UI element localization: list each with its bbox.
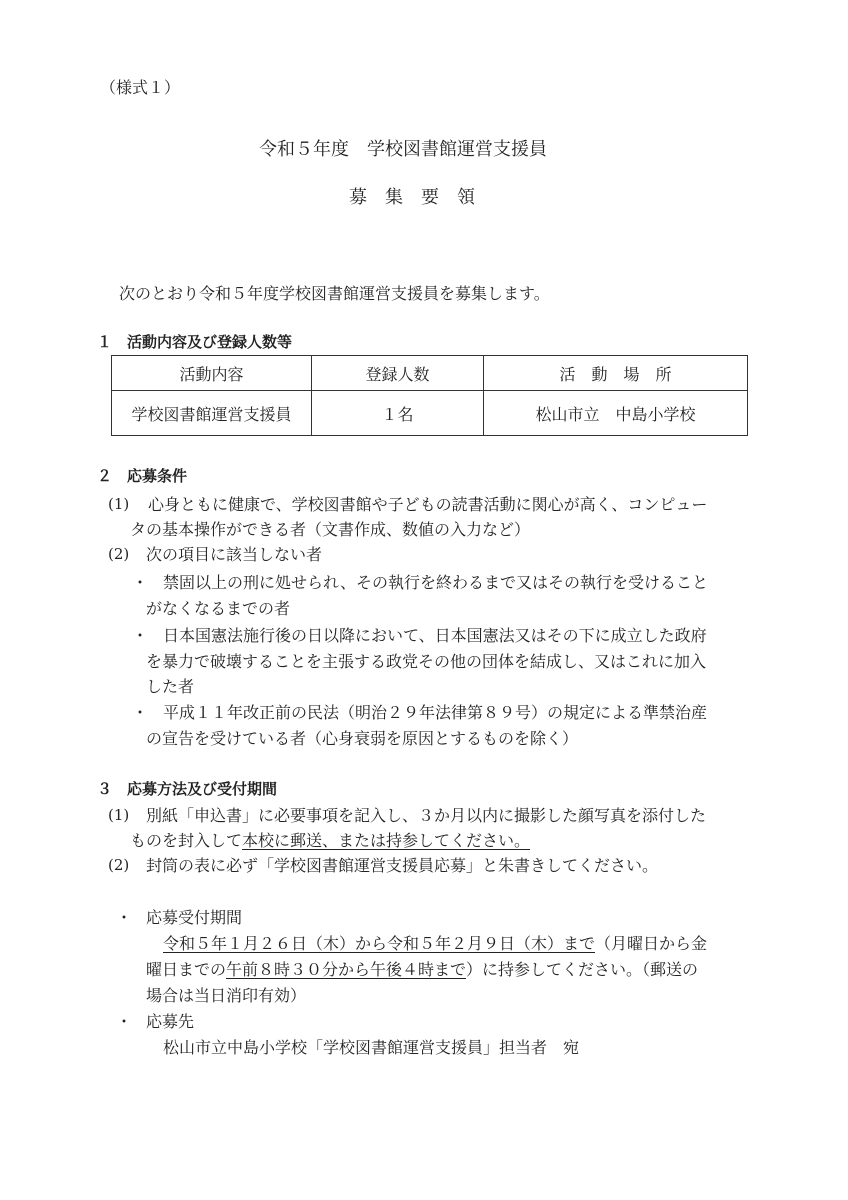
section2-bullet1-line1: 禁固以上の刑に処せられ、その執行を終わるまで又はその執行を受けること: [163, 573, 708, 592]
destination-label: 応募先: [146, 1012, 195, 1031]
period-dates-underlined: 令和５年１月２６日（木）から令和５年２月９日（木）まで: [163, 934, 596, 953]
table-row: [112, 391, 748, 436]
destination-text: 松山市立中島小学校「学校図書館運営支援員」担当者 宛: [163, 1038, 580, 1057]
bullet-icon: ・: [116, 908, 133, 927]
period-line1: [163, 936, 707, 952]
document-subtitle: 募 集 要 領: [349, 187, 475, 208]
section3-item1-number: (1): [108, 806, 130, 824]
section3-item2-number: (2): [108, 856, 130, 874]
table-header-location: 活 動 場 所: [484, 356, 748, 391]
section2-bullet2-line3: した者: [146, 677, 195, 696]
section3-heading: ３ 応募方法及び受付期間: [97, 780, 278, 798]
section2-bullet1-line2: がなくなるまでの者: [146, 599, 291, 618]
period-line2-start: 曜日までの: [146, 960, 227, 979]
bullet-icon: ・: [132, 573, 149, 592]
bullet-icon: ・: [116, 1012, 133, 1031]
section3-item1-line2: [130, 833, 530, 849]
section3-item1-line2-underlined: 本校に郵送、または持参してください。: [242, 831, 531, 850]
section2-item1-number: (1): [108, 495, 130, 513]
section2-bullet2-line1: 日本国憲法施行後の日以降において、日本国憲法又はその下に成立した政府: [163, 626, 707, 645]
intro-text: 次のとおり令和５年度学校図書館運営支援員を募集します。: [119, 284, 550, 303]
section2-item2-text: 次の項目に該当しない者: [146, 545, 323, 564]
section2-item1-line1: 心身ともに健康で、学校図書館や子どもの読書活動に関心が高く、コンピュー: [148, 495, 708, 514]
section1-heading: １ 活動内容及び登録人数等: [97, 333, 293, 351]
form-label: （様式１）: [100, 78, 181, 97]
section2-bullet2-line2: を暴力で破壊することを主張する政党その他の団体を結成し、又はこれに加入: [146, 652, 707, 671]
section2-item2-number: (2): [108, 545, 130, 563]
period-label: 応募受付期間: [146, 908, 243, 927]
table-header-count: 登録人数: [312, 356, 484, 391]
period-line2: [146, 962, 698, 978]
table-cell-count: １名: [312, 391, 484, 436]
table-cell-activity: 学校図書館運営支援員: [112, 391, 312, 436]
section2-heading: ２ 応募条件: [97, 467, 188, 485]
section2-bullet3-line2: の宣告を受けている者（心身衰弱を原因とするものを除く）: [146, 729, 579, 748]
period-line3: 場合は当日消印有効）: [146, 986, 307, 1005]
bullet-icon: ・: [132, 703, 149, 722]
period-line2-end: ）に持参してください。（郵送の: [466, 960, 699, 979]
section3-item2-text: 封筒の表に必ず「学校図書館運営支援員応募」と朱書きしてください。: [146, 856, 659, 875]
table-header-row: [112, 356, 748, 391]
document-title: 令和５年度 学校図書館運営支援員: [259, 139, 547, 160]
period-hours-underlined: 午前８時３０分から午後４時まで: [226, 960, 467, 979]
section3-item1-line1: 別紙「申込書」に必要事項を記入し、３か月以内に撮影した顔写真を添付した: [146, 806, 707, 825]
table-header-activity: 活動内容: [112, 356, 312, 391]
period-line1-rest: （月曜日から金: [595, 934, 708, 953]
section3-item1-line2-plain: ものを封入して: [130, 831, 243, 850]
section2-bullet3-line1: 平成１１年改正前の民法（明治２９年法律第８９号）の規定による準禁治産: [163, 703, 708, 722]
table-cell-location: 松山市立 中島小学校: [484, 391, 748, 436]
bullet-icon: ・: [132, 626, 149, 645]
section2-item1-line2: タの基本操作ができる者（文書作成、数値の入力など）: [130, 520, 531, 539]
registration-table: [111, 355, 748, 436]
